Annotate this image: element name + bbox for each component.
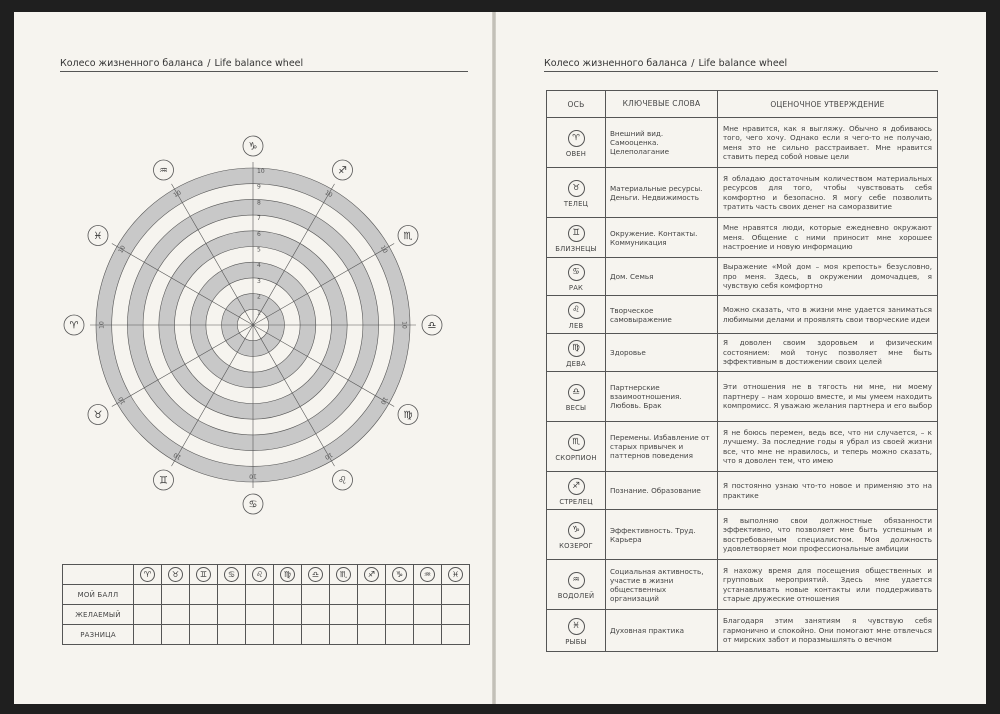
- axis-name: ДЕВА: [566, 359, 586, 368]
- header-title-en: Life balance wheel: [214, 58, 304, 69]
- axis-cell: [547, 218, 606, 258]
- score-input-cell[interactable]: [302, 625, 330, 645]
- axis-cell: [547, 372, 606, 422]
- score-input-cell[interactable]: [246, 605, 274, 625]
- header-title-en: Life balance wheel: [698, 58, 788, 69]
- wheel-scale-value: 1: [257, 309, 261, 317]
- score-input-cell[interactable]: [218, 605, 246, 625]
- axis-row: [547, 296, 938, 334]
- page-header-right: [544, 58, 938, 72]
- header-title-ru: Колесо жизненного баланса: [544, 58, 688, 69]
- libra-icon-glyph: ♎: [427, 320, 437, 332]
- wheel-scale-value: 7: [257, 215, 261, 223]
- score-sign-cell: [218, 565, 246, 585]
- score-row: [63, 605, 470, 625]
- axis-row: [547, 510, 938, 560]
- axis-row: [547, 218, 938, 258]
- score-row-label: МОЙ БАЛЛ: [63, 585, 134, 605]
- aries-icon: ♈: [568, 130, 585, 147]
- wheel-scale-value: 5: [257, 246, 261, 254]
- score-input-cell[interactable]: [358, 625, 386, 645]
- statement-cell: Мне нравится, как я выгляжу. Обычно я добиваюсь того, чего хочу. Однако если я чего-то не получаю, меня это не сильно расстраивает. Мне нравится ставить перед собой новые цели: [718, 118, 938, 168]
- virgo-icon: ♍: [568, 340, 585, 357]
- wheel-scale-label: 10: [117, 244, 128, 255]
- aries-icon: ♈: [140, 567, 155, 582]
- axis-row: [547, 334, 938, 372]
- scorpio-icon-glyph: ♏: [403, 231, 413, 242]
- keywords-cell: Дом. Семья: [606, 258, 718, 296]
- score-sign-cell: [134, 565, 162, 585]
- wheel-scale-value: 6: [257, 230, 261, 238]
- score-row-label: РАЗНИЦА: [63, 625, 134, 645]
- score-input-cell[interactable]: [190, 625, 218, 645]
- axis-name: РАК: [568, 283, 584, 292]
- score-input-cell[interactable]: [218, 625, 246, 645]
- axis-row: [547, 610, 938, 652]
- gemini-icon: ♊: [568, 225, 585, 242]
- axis-cell: [547, 560, 606, 610]
- axis-row: [547, 422, 938, 472]
- score-input-cell[interactable]: [330, 605, 358, 625]
- score-sign-cell: [330, 565, 358, 585]
- sagittarius-icon: ♐: [568, 478, 585, 495]
- wheel-scale-value: 4: [257, 262, 261, 270]
- axis-name: КОЗЕРОГ: [559, 541, 593, 550]
- score-input-cell[interactable]: [302, 585, 330, 605]
- keywords-cell: Здоровье: [606, 334, 718, 372]
- page-header-left: [60, 58, 468, 72]
- score-input-cell[interactable]: [134, 625, 162, 645]
- axis-cell: [547, 422, 606, 472]
- statement-cell: Я обладаю достаточным количеством материальных ресурсов для того, чтобы чувствовать себя комфортно и безопасно. Я могу себе позволить тратить часть своих денег на саморазвитие: [718, 168, 938, 218]
- score-input-cell[interactable]: [386, 625, 414, 645]
- header-keywords: КЛЮЧЕВЫЕ СЛОВА: [606, 91, 718, 118]
- wheel-scale-label: 10: [323, 189, 334, 200]
- axis-cell: [547, 510, 606, 560]
- score-sign-cell: [414, 565, 442, 585]
- score-input-cell[interactable]: [386, 605, 414, 625]
- axis-name: ВОДОЛЕЙ: [557, 591, 595, 600]
- gemini-icon-glyph: ♊: [159, 475, 168, 487]
- statement-cell: Выражение «Мой дом – моя крепость» безусловно, про меня. Здесь, в окружении домочадцев, я чувствую себя комфортно: [718, 258, 938, 296]
- wheel-scale-label: 10: [117, 395, 128, 406]
- right-page: [496, 12, 986, 704]
- score-input-cell[interactable]: [358, 585, 386, 605]
- score-sign-cell: [162, 565, 190, 585]
- aries-icon-glyph: ♈: [69, 320, 79, 332]
- score-input-cell[interactable]: [330, 585, 358, 605]
- axis-row: [547, 168, 938, 218]
- taurus-icon-glyph: ♉: [93, 410, 103, 421]
- axis-table-header-row: [547, 91, 938, 118]
- scorpio-icon: ♏: [568, 434, 585, 451]
- virgo-icon: ♍: [280, 567, 295, 582]
- statement-cell: Эти отношения не в тягость ни мне, ни моему партнеру – нам хорошо вместе, и мы умеем находить компромисс. Я уважаю желания партнера и его выбор: [718, 372, 938, 422]
- score-input-cell[interactable]: [274, 625, 302, 645]
- score-input-cell[interactable]: [274, 605, 302, 625]
- statement-cell: Я доволен своим здоровьем и физическим состоянием: мой тонус позволяет мне быть эффективным в достижении своих целей: [718, 334, 938, 372]
- score-sign-cell: [358, 565, 386, 585]
- score-input-cell[interactable]: [246, 625, 274, 645]
- keywords-cell: Партнерские взаимоотношения. Любовь. Брак: [606, 372, 718, 422]
- virgo-icon-glyph: ♍: [403, 410, 413, 421]
- axis-row: [547, 258, 938, 296]
- statement-cell: Я не боюсь перемен, ведь все, что ни случается, – к лучшему. За последние годы я убрал из своей жизни все, что мне не нравилось, и теперь можно сказать, что я доволен тем, что имею: [718, 422, 938, 472]
- axis-cell: [547, 168, 606, 218]
- axis-row: [547, 472, 938, 510]
- wheel-scale-label: 10: [400, 321, 408, 329]
- aquarius-icon: ♒: [420, 567, 435, 582]
- statement-cell: Я нахожу время для посещения общественных и групповых мероприятий. Здесь мне удается устанавливать новые контакты или поддерживать старые дружеские отношения: [718, 560, 938, 610]
- axis-name: ВЕСЫ: [565, 403, 587, 412]
- score-input-cell[interactable]: [330, 625, 358, 645]
- header-title-ru: Колесо жизненного баланса: [60, 58, 204, 69]
- keywords-cell: Творческое самовыражение: [606, 296, 718, 334]
- score-sign-cell: [274, 565, 302, 585]
- score-sign-cell: [190, 565, 218, 585]
- score-input-cell[interactable]: [162, 585, 190, 605]
- gemini-icon: ♊: [196, 567, 211, 582]
- score-input-cell[interactable]: [414, 585, 442, 605]
- axis-cell: [547, 296, 606, 334]
- axis-cell: [547, 472, 606, 510]
- wheel-scale-value: 8: [257, 199, 261, 207]
- axis-name: РЫБЫ: [565, 637, 587, 646]
- score-input-cell[interactable]: [190, 585, 218, 605]
- keywords-cell: Духовная практика: [606, 610, 718, 652]
- statement-cell: Мне нравятся люди, которые ежедневно окружают меня. Общение с ними приносит мне хорошее настроение и новую информацию: [718, 218, 938, 258]
- score-table: [62, 564, 470, 645]
- score-input-cell[interactable]: [134, 605, 162, 625]
- axis-row: [547, 372, 938, 422]
- axis-cell: [547, 610, 606, 652]
- score-input-cell[interactable]: [414, 625, 442, 645]
- score-input-cell[interactable]: [442, 585, 470, 605]
- keywords-cell: Эффективность. Труд. Карьера: [606, 510, 718, 560]
- wheel-scale-label: 10: [378, 395, 389, 406]
- keywords-cell: Познание. Образование: [606, 472, 718, 510]
- libra-icon: ♎: [568, 384, 585, 401]
- score-sign-cell: [302, 565, 330, 585]
- leo-icon-glyph: ♌: [338, 475, 347, 487]
- wheel-scale-label: 10: [378, 244, 389, 255]
- statement-cell: Я выполняю свои должностные обязанности эффективно, что позволяет мне быть успешным и востребованным специалистом. Моя должность удовлетворяет мои профессиональные амбиции: [718, 510, 938, 560]
- wheel-scale-label: 10: [249, 472, 257, 480]
- score-input-cell[interactable]: [162, 625, 190, 645]
- cancer-icon: ♋: [224, 567, 239, 582]
- taurus-icon: ♉: [568, 180, 585, 197]
- axis-table: [546, 90, 938, 652]
- axis-name: СТРЕЛЕЦ: [559, 497, 593, 506]
- pisces-icon-glyph: ♓: [93, 231, 103, 242]
- axis-name: СКОРПИОН: [555, 453, 597, 462]
- score-input-cell[interactable]: [302, 605, 330, 625]
- score-input-cell[interactable]: [358, 605, 386, 625]
- sagittarius-icon-glyph: ♐: [338, 165, 347, 177]
- axis-row: [547, 560, 938, 610]
- score-row: [63, 625, 470, 645]
- score-input-cell[interactable]: [134, 585, 162, 605]
- header-statement: ОЦЕНОЧНОЕ УТВЕРЖДЕНИЕ: [718, 91, 938, 118]
- axis-name: БЛИЗНЕЦЫ: [555, 244, 597, 253]
- score-input-cell[interactable]: [386, 585, 414, 605]
- score-input-cell[interactable]: [190, 605, 218, 625]
- score-input-cell[interactable]: [162, 605, 190, 625]
- score-input-cell[interactable]: [218, 585, 246, 605]
- capricorn-icon: ♑: [392, 567, 407, 582]
- wheel-scale-label: 10: [172, 450, 183, 461]
- keywords-cell: Окружение. Контакты. Коммуникация: [606, 218, 718, 258]
- sagittarius-icon: ♐: [364, 567, 379, 582]
- axis-row: [547, 118, 938, 168]
- score-input-cell[interactable]: [442, 605, 470, 625]
- axis-cell: [547, 334, 606, 372]
- left-page: [14, 12, 492, 704]
- cancer-icon: ♋: [568, 264, 585, 281]
- header-separator: /: [691, 58, 695, 69]
- pisces-icon: ♓: [448, 567, 463, 582]
- score-row: [63, 585, 470, 605]
- score-sign-cell: [386, 565, 414, 585]
- axis-name: ТЕЛЕЦ: [563, 199, 589, 208]
- score-input-cell[interactable]: [442, 625, 470, 645]
- score-sign-cell: [442, 565, 470, 585]
- score-input-cell[interactable]: [414, 605, 442, 625]
- axis-cell: [547, 258, 606, 296]
- capricorn-icon-glyph: ♑: [248, 141, 258, 153]
- wheel-scale-value: 9: [257, 183, 261, 191]
- wheel-scale-label: 10: [98, 321, 106, 329]
- leo-icon: ♌: [568, 302, 585, 319]
- keywords-cell: Материальные ресурсы. Деньги. Недвижимость: [606, 168, 718, 218]
- leo-icon: ♌: [252, 567, 267, 582]
- axis-name: ОВЕН: [565, 149, 587, 158]
- aquarius-icon: ♒: [568, 572, 585, 589]
- header-separator: /: [207, 58, 211, 69]
- score-input-cell[interactable]: [246, 585, 274, 605]
- statement-cell: Я постоянно узнаю что-то новое и применяю это на практике: [718, 472, 938, 510]
- wheel-scale-label: 10: [172, 189, 183, 200]
- score-header-row: [63, 565, 470, 585]
- score-row-label: ЖЕЛАЕМЫЙ: [63, 605, 134, 625]
- wheel-scale-label: 10: [323, 450, 334, 461]
- scorpio-icon: ♏: [336, 567, 351, 582]
- axis-cell: [547, 118, 606, 168]
- header-axis: ОСЬ: [547, 91, 606, 118]
- wheel-scale-value: 10: [257, 168, 265, 175]
- libra-icon: ♎: [308, 567, 323, 582]
- score-corner-cell: [63, 565, 134, 585]
- cancer-icon-glyph: ♋: [248, 499, 258, 511]
- wheel-scale-value: 2: [257, 293, 261, 301]
- axis-name: ЛЕВ: [568, 321, 584, 330]
- pisces-icon: ♓: [568, 618, 585, 635]
- aquarius-icon-glyph: ♒: [159, 165, 168, 177]
- score-sign-cell: [246, 565, 274, 585]
- taurus-icon: ♉: [168, 567, 183, 582]
- statement-cell: Благодаря этим занятиям я чувствую себя гармонично и спокойно. Они помогают мне отвлечься от мирских забот и поразмышлять о вечном: [718, 610, 938, 652]
- wheel-scale-value: 3: [257, 277, 261, 285]
- keywords-cell: Перемены. Избавление от старых привычек и паттернов поведения: [606, 422, 718, 472]
- life-balance-wheel: [48, 120, 458, 530]
- score-input-cell[interactable]: [274, 585, 302, 605]
- keywords-cell: Внешний вид. Самооценка. Целеполагание: [606, 118, 718, 168]
- keywords-cell: Социальная активность, участие в жизни общественных организаций: [606, 560, 718, 610]
- statement-cell: Можно сказать, что в жизни мне удается заниматься любимыми делами и проявлять свои творческие идеи: [718, 296, 938, 334]
- capricorn-icon: ♑: [568, 522, 585, 539]
